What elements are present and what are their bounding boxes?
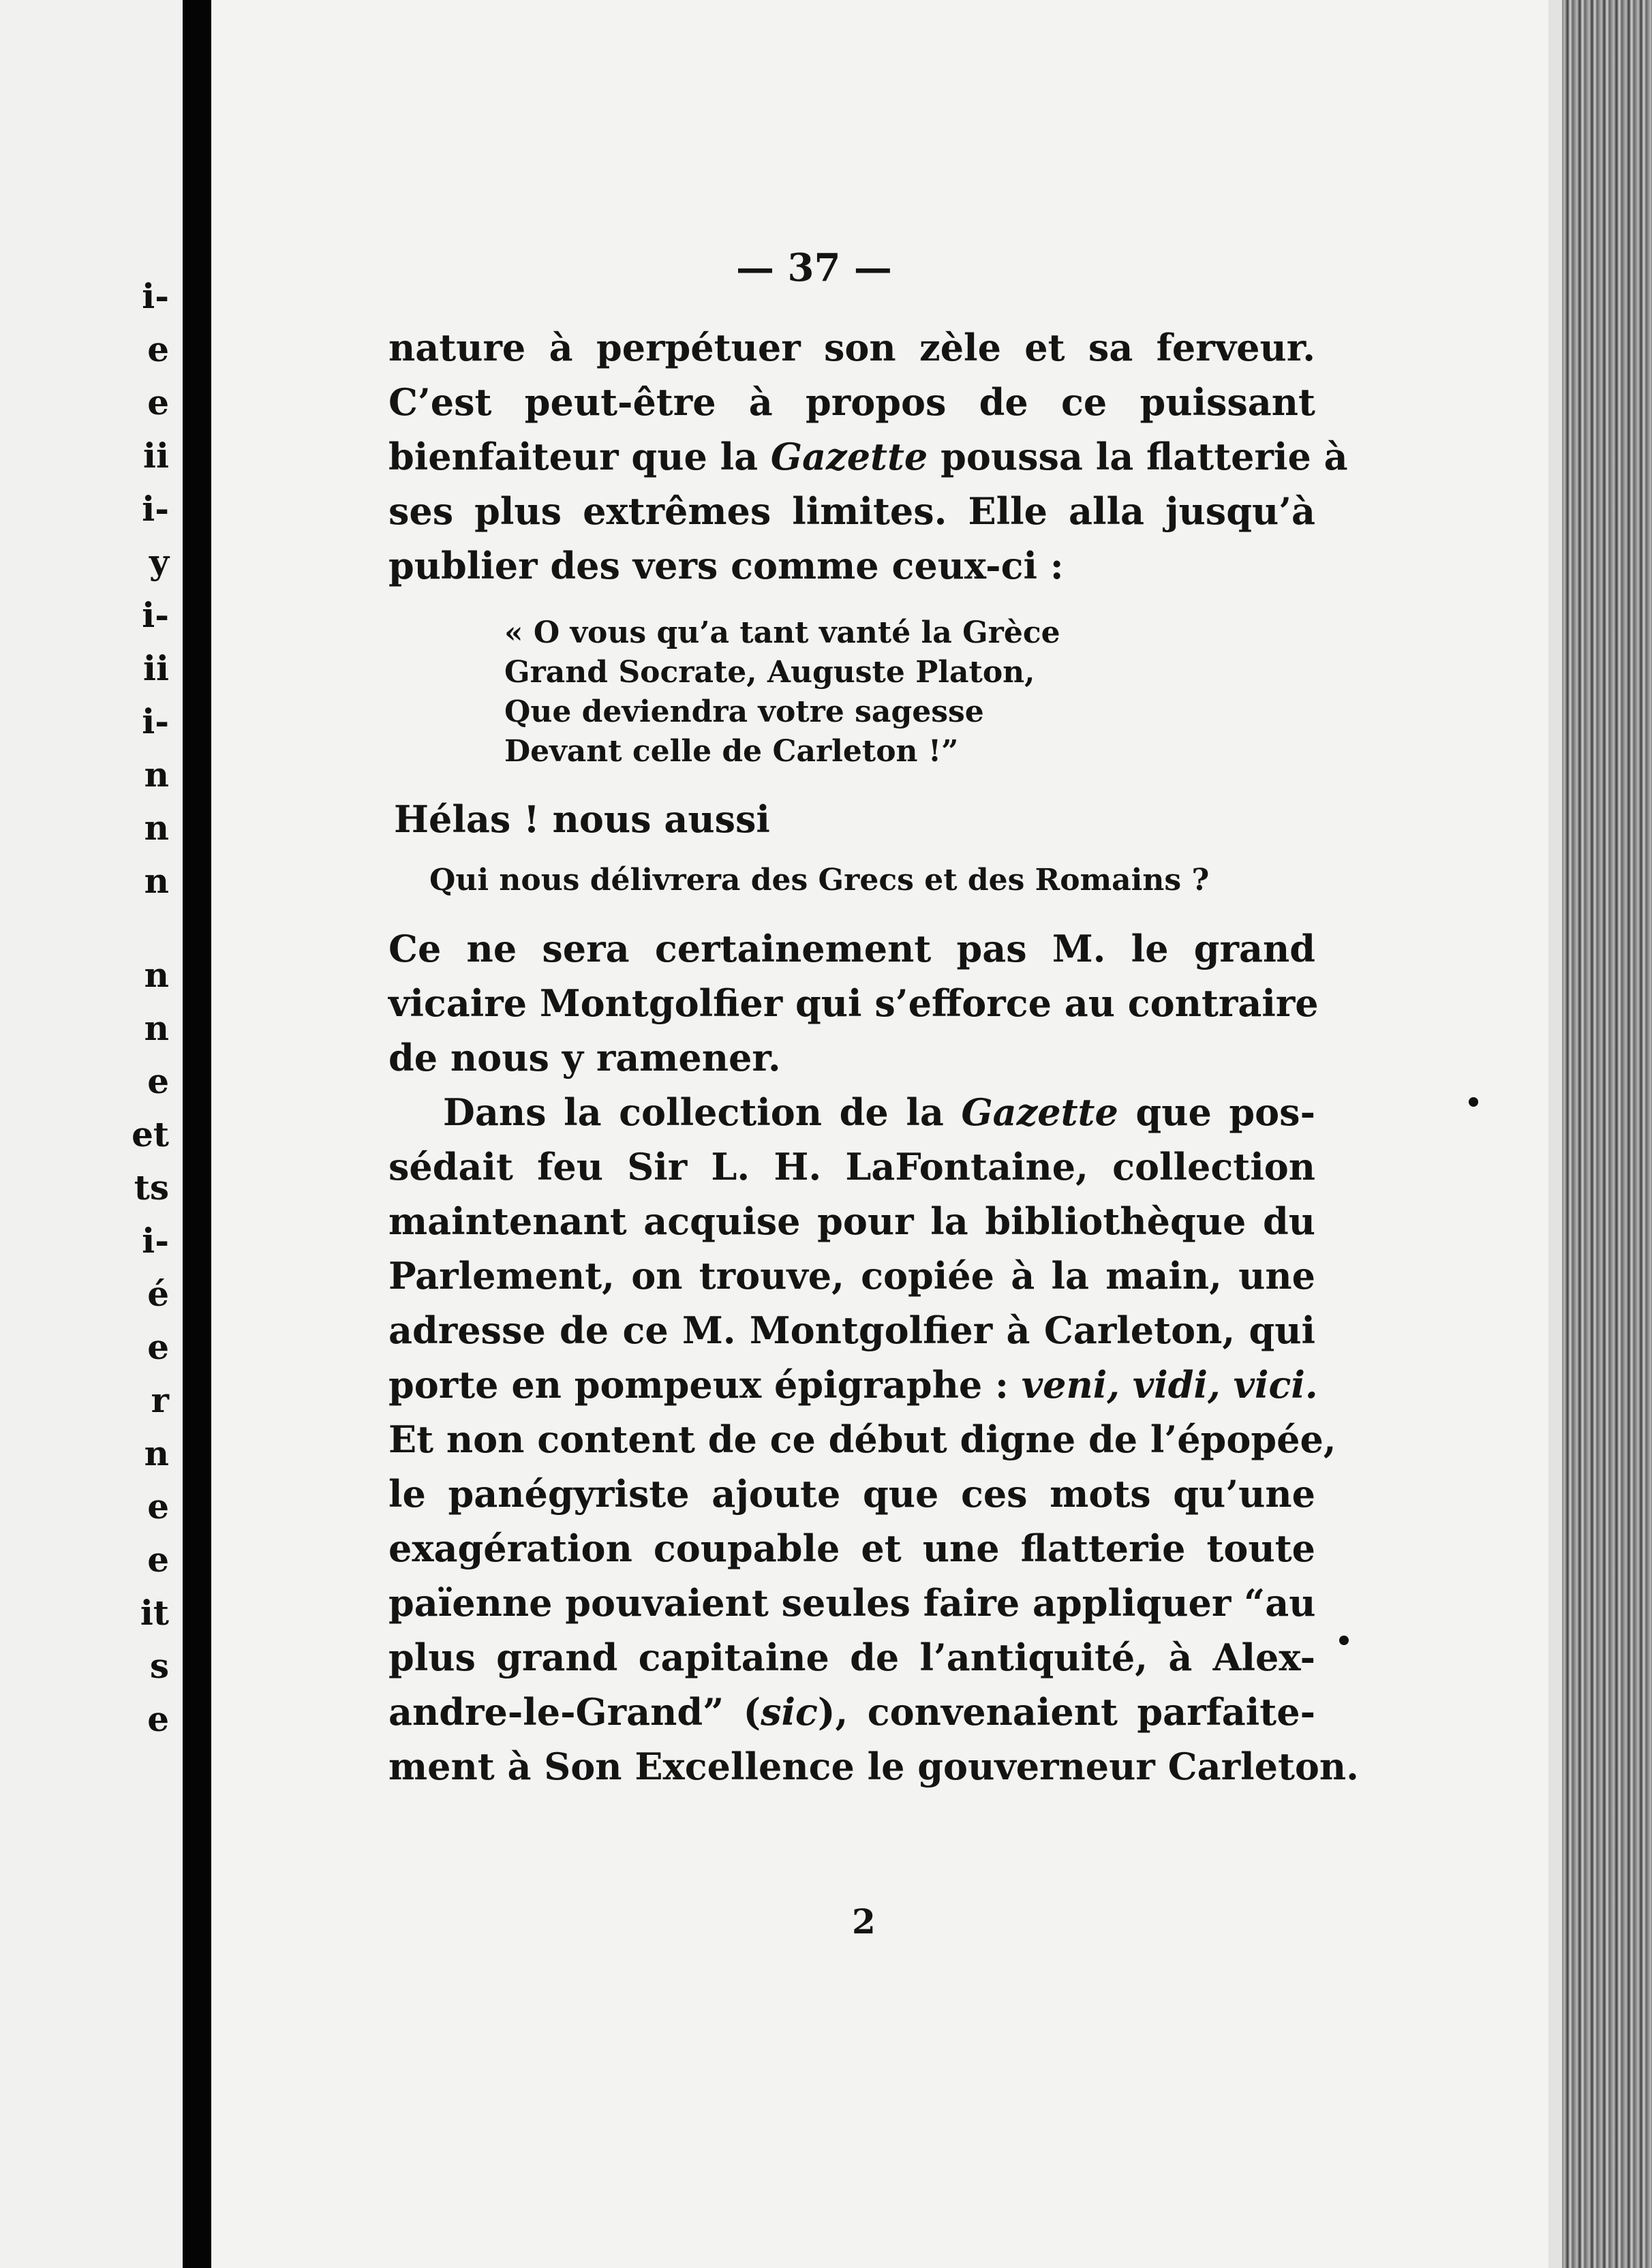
previous-page-line-ending: it	[140, 1593, 169, 1633]
previous-page-line-ending: ii	[143, 648, 169, 688]
text-run: que pos-	[1118, 1090, 1315, 1134]
previous-page-line-ending: et	[132, 1114, 169, 1154]
sic-marker: sic	[761, 1690, 818, 1734]
text-line: publier des vers comme ceux-ci :	[388, 544, 1064, 587]
text-line: nature à perpétuer son zèle et sa ferveur.	[388, 326, 1315, 369]
previous-page-line-ending: i-	[142, 1221, 169, 1261]
previous-page-line-ending: e	[147, 1699, 169, 1739]
italic-title: Gazette	[770, 435, 928, 478]
ink-speck	[1469, 1097, 1478, 1107]
previous-page-line-ending: s	[149, 1646, 169, 1686]
quote-line: Qui nous délivrera des Grecs et des Romains ?	[429, 863, 1210, 898]
text-line: exagération coupable et une flatterie toute	[388, 1527, 1315, 1570]
text-line: maintenant acquise pour la bibliothèque du	[388, 1199, 1315, 1243]
text-line	[388, 1085, 1315, 1139]
page-gutter	[183, 0, 211, 2268]
text-line: Ce ne sera certainement pas M. le grand	[388, 927, 1315, 970]
text-run: porte en pompeux épigraphe :	[388, 1363, 1022, 1407]
text-line: Et non content de ce début digne de l’épopée,	[388, 1418, 1336, 1461]
text-run: andre-le-Grand” (	[388, 1690, 761, 1734]
text-line: adresse de ce M. Montgolfier à Carleton, qui	[388, 1308, 1315, 1352]
text-line: plus grand capitaine de l’antiquité, à Alex-	[388, 1636, 1315, 1679]
previous-page-line-ending: n	[144, 955, 169, 995]
verse-quotation	[504, 613, 1315, 771]
previous-page-line-ending: n	[144, 861, 169, 901]
opening-paragraph	[388, 320, 1348, 593]
previous-page-line-ending: e	[147, 1061, 169, 1101]
text-line: le panégyriste ajoute que ces mots qu’une	[388, 1472, 1315, 1516]
text-line: ses plus extrêmes limites. Elle alla jusqu’à	[388, 489, 1315, 533]
page-edges	[1548, 0, 1652, 2268]
previous-page-line-ending: y	[149, 542, 169, 582]
second-paragraph	[388, 921, 1319, 1085]
verse-line: Grand Socrate, Auguste Platon,	[504, 655, 1035, 690]
previous-page-fragment	[0, 0, 183, 2268]
previous-page-line-ending: e	[147, 1539, 169, 1580]
previous-page-line-ending: e	[147, 329, 169, 369]
text-line: C’est peut-être à propos de ce puissant	[388, 380, 1315, 424]
text-line: Parlement, on trouve, copiée à la main, une	[388, 1254, 1315, 1298]
text-line: païenne pouvaient seules faire appliquer “au	[388, 1581, 1316, 1625]
previous-page-line-ending: r	[151, 1380, 169, 1420]
text-run: Dans la collection de la	[443, 1090, 962, 1134]
previous-page-line-ending: e	[147, 1327, 169, 1367]
text-run: ), convenaient parfaite-	[817, 1690, 1315, 1734]
text-line: sédait feu Sir L. H. LaFontaine, collection	[388, 1145, 1315, 1189]
previous-page-line-ending: ts	[134, 1167, 169, 1208]
italic-title: Gazette	[961, 1090, 1118, 1134]
verse-line: Que deviendra votre sagesse	[504, 694, 984, 729]
previous-page-line-ending: i-	[142, 489, 169, 529]
text-line: ment à Son Excellence le gouverneur Carleton.	[388, 1745, 1359, 1788]
page-folio: — 37 —	[736, 245, 892, 290]
previous-page-line-ending: é	[147, 1274, 169, 1314]
third-paragraph	[388, 1085, 1359, 1794]
verse-line: Devant celle de Carleton !”	[504, 734, 959, 769]
text-line: de nous y ramener.	[388, 1036, 781, 1079]
signature-mark: 2	[852, 1901, 876, 1942]
page-edge-shadow	[1548, 0, 1562, 2268]
previous-page-line-ending: n	[144, 754, 169, 795]
text-line: bienfaiteur que la Gazette poussa la flatterie à	[388, 435, 1348, 478]
text-line	[388, 1358, 1318, 1412]
verse-line: « O vous qu’a tant vanté la Grèce	[504, 615, 1060, 650]
previous-page-line-ending: e	[147, 1486, 169, 1527]
previous-page-line-ending: i-	[142, 276, 169, 316]
page-text	[388, 320, 1359, 1794]
latin-epigraph: veni, vidi, vici.	[1021, 1363, 1318, 1407]
previous-page-line-ending: i-	[142, 595, 169, 635]
previous-page-line-ending: n	[144, 1433, 169, 1473]
previous-page-line-ending: n	[144, 808, 169, 848]
previous-page-line-ending: e	[147, 382, 169, 423]
text-line: vicaire Montgolfier qui s’efforce au contraire	[388, 981, 1319, 1025]
previous-page-line-ending: n	[144, 1008, 169, 1048]
ink-speck	[1339, 1636, 1349, 1645]
text-line	[388, 1685, 1315, 1739]
helas-line: Hélas ! nous aussi	[394, 797, 770, 841]
previous-page-line-ending: i-	[142, 701, 169, 741]
previous-page-line-ending: ii	[143, 435, 169, 476]
